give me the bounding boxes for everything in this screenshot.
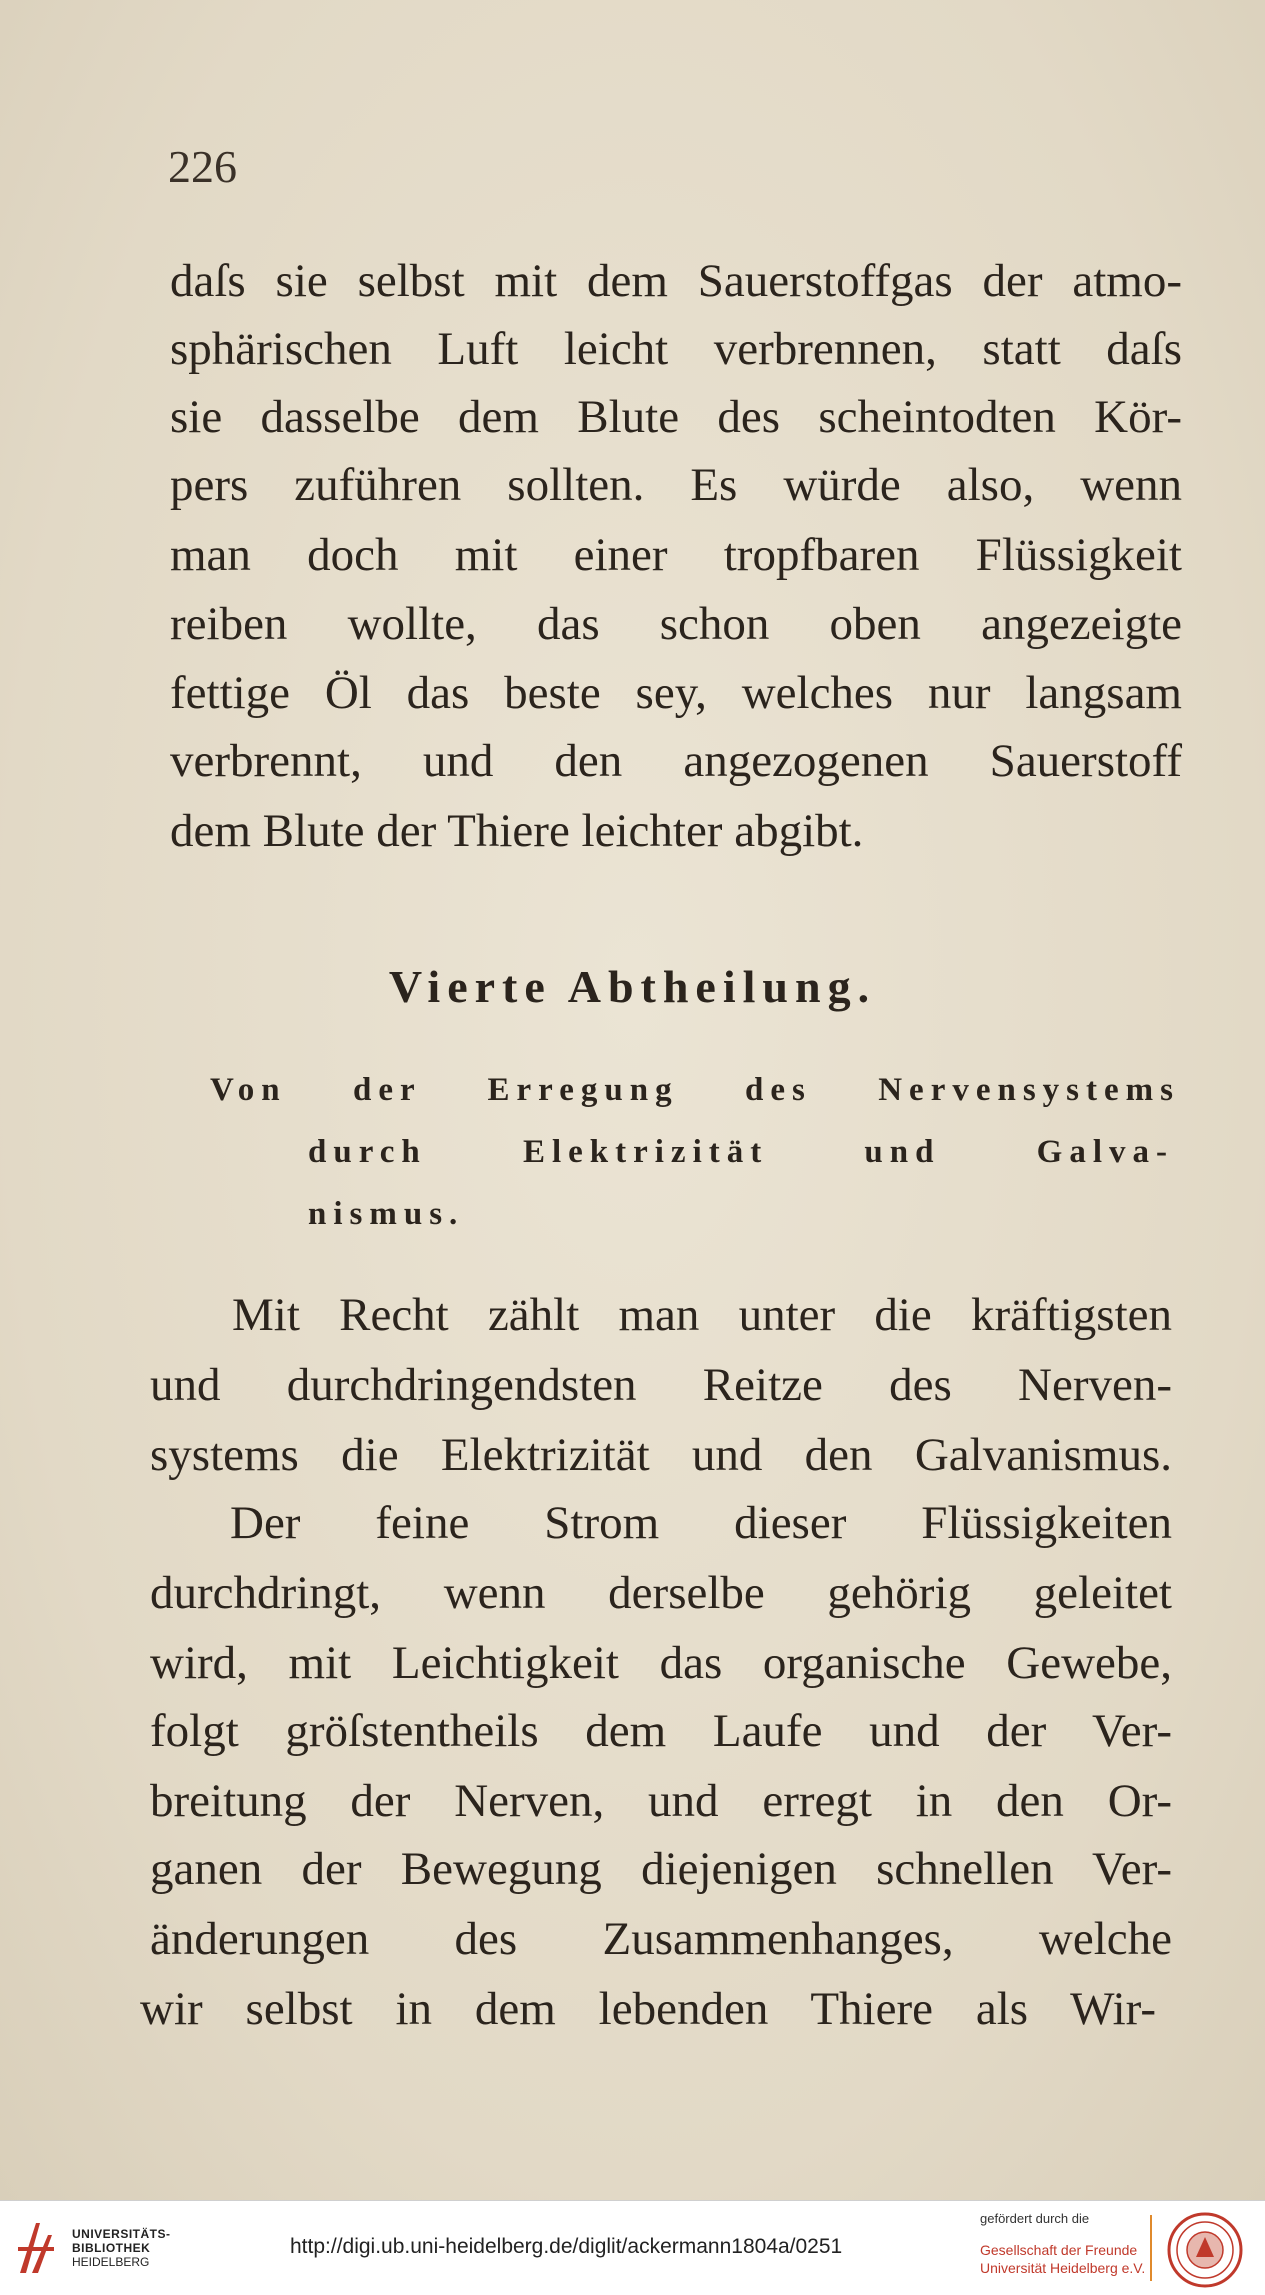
digitization-footer: [0, 2200, 1265, 2295]
library-name-line: HEIDELBERG: [72, 2255, 150, 2269]
library-name-line: UNIVERSITÄTS-: [72, 2227, 171, 2241]
text-line: dem Blute der Thiere leichter abgibt.: [170, 805, 864, 857]
sponsor-name-line: Universität Heidelberg e.V.: [980, 2260, 1146, 2276]
text-line: reiben wollte, das schon oben angezeigte: [170, 598, 1182, 650]
text-line: durchdringt, wenn derselbe gehörig geleitet: [150, 1567, 1172, 1619]
text-line: sphärischen Luft leicht verbrennen, statt daſs: [170, 323, 1182, 375]
permalink-url[interactable]: http://digi.ub.uni-heidelberg.de/diglit/ackermann1804a/0251: [290, 2235, 843, 2258]
sponsor-name-line: Gesellschaft der Freunde: [980, 2242, 1138, 2258]
text-line: Mit Recht zählt man unter die kräftigsten: [232, 1289, 1172, 1341]
library-name: [72, 2227, 171, 2269]
text-line: verbrennt, und den angezogenen Sauerstoff: [170, 735, 1182, 787]
university-library-logo-icon: [14, 2215, 62, 2281]
text-line: man doch mit einer tropfbaren Flüssigkeit: [170, 529, 1182, 581]
page-number: 226: [168, 141, 237, 192]
sponsor-name: [980, 2241, 1145, 2277]
text-line: breitung der Nerven, und erregt in den Or-: [150, 1775, 1172, 1827]
text-line: folgt gröſstentheils dem Laufe und der Ver-: [150, 1705, 1172, 1757]
footer-divider: [1150, 2215, 1152, 2281]
text-line: ganen der Bewegung diejenigen schnellen Ver-: [150, 1843, 1172, 1895]
text-line: änderungen des Zusammenhanges, welche: [150, 1913, 1172, 1965]
university-seal-icon: [1166, 2211, 1244, 2289]
sponsor-label: gefördert durch die: [980, 2211, 1090, 2226]
text-line: daſs sie selbst mit dem Sauerstoffgas der atmo-: [170, 255, 1182, 307]
text-line: wir selbst in dem lebenden Thiere als Wir-: [140, 1983, 1156, 2035]
section-heading: Vierte Abtheilung.: [388, 961, 877, 1012]
text-line: pers zuführen sollten. Es würde also, wenn: [170, 459, 1182, 511]
section-subtitle-line: nismus.: [308, 1196, 465, 1232]
text-line: sie dasselbe dem Blute des scheintodten Kör-: [170, 391, 1182, 443]
text-line: und durchdringendsten Reitze des Nerven-: [150, 1359, 1172, 1411]
text-line: fettige Öl das beste sey, welches nur langsam: [170, 667, 1182, 719]
section-subtitle-line: Von der Erregung des Nervensystems: [210, 1072, 1180, 1108]
text-line: Der feine Strom dieser Flüssigkeiten: [230, 1497, 1172, 1549]
text-line: systems die Elektrizität und den Galvanismus.: [150, 1429, 1172, 1481]
text-line: wird, mit Leichtigkeit das organische Gewebe,: [150, 1637, 1172, 1689]
section-subtitle-line: durch Elektrizität und Galva-: [308, 1134, 1174, 1170]
library-name-line: BIBLIOTHEK: [72, 2241, 151, 2255]
